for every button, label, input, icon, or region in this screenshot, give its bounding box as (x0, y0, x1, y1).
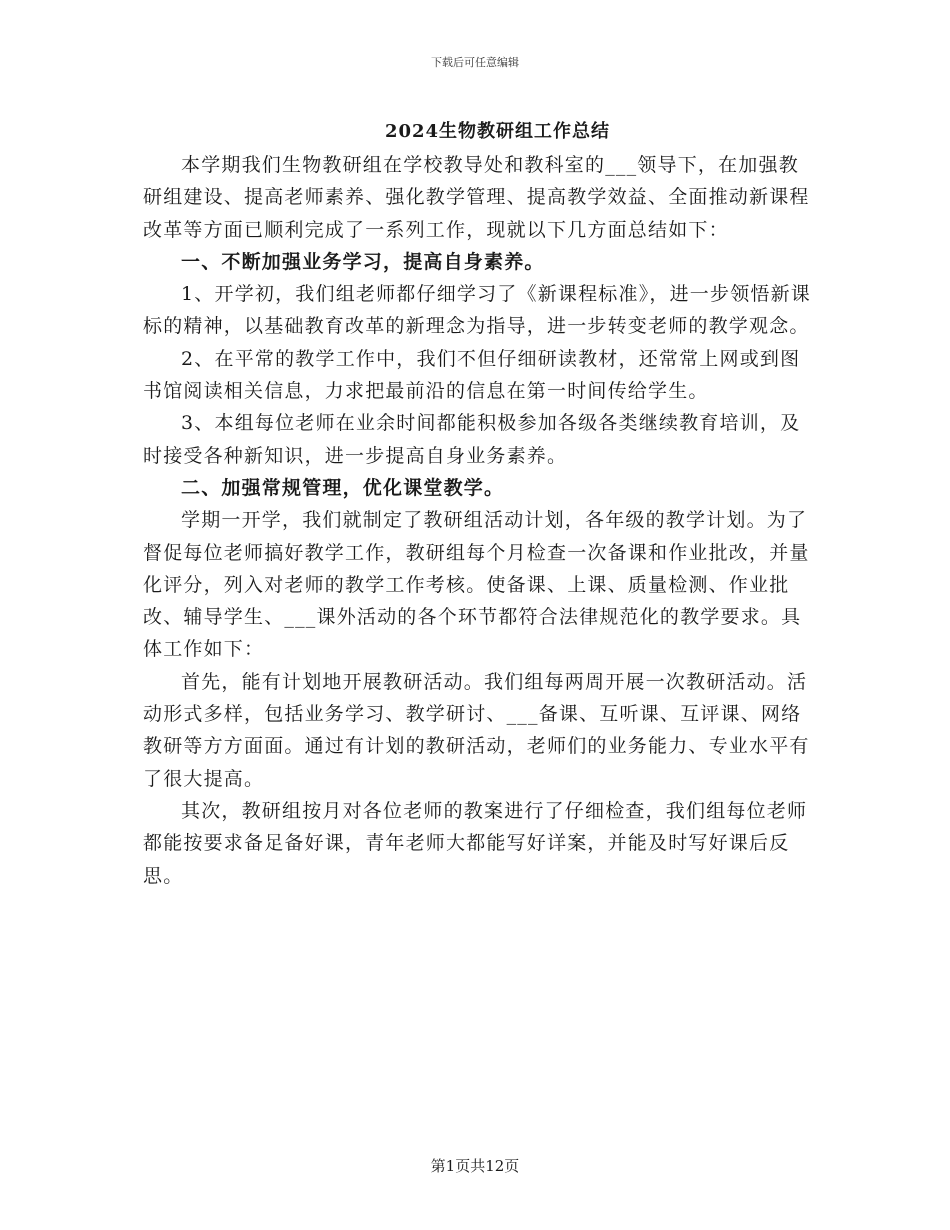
page-number-footer: 第1页共12页 (430, 1157, 520, 1175)
document-title: 2024生物教研组工作总结 (384, 121, 611, 142)
paragraph-1-2: 2、在平常的教学工作中，我们不但仔细研读教材，还常常上网或到图书馆阅读相关信息，力求把最前沿的信息在第一时间传给学生。 (143, 347, 801, 403)
header-note: 下载后可任意编辑 (431, 56, 519, 69)
paragraph-intro: 本学期我们生物教研组在学校教导处和教科室的___领导下，在加强教研组建设、提高老师素养、强化教学管理、提高教学效益、全面推动新课程改革等方面已顺利完成了一系列工作，现就以下几方面总结如下： (143, 154, 810, 241)
paragraph-2-1: 学期一开学，我们就制定了教研组活动计划，各年级的教学计划。为了督促每位老师搞好教学工作，教研组每个月检查一次备课和作业批改，并量化评分，列入对老师的教学工作考核。使备课、上课、质量检测、作业批改、辅导学生、___课外活动的各个环节都符合法律规范化的教学要求。具体工作如下： (143, 509, 810, 661)
section-heading-2: 二、加强常规管理，优化课堂教学。 (181, 476, 505, 499)
section-heading-1: 一、不断加强业务学习，提高自身素养。 (181, 250, 545, 273)
paragraph-1-3: 3、本组每位老师在业余时间都能积极参加各级各类继续教育培训，及时接受各种新知识，进一步提高自身业务素养。 (143, 412, 801, 467)
paragraph-1-1: 1、开学初，我们组老师都仔细学习了《新课程标准》，进一步领悟新课标的精神，以基础教育改革的新理念为指导，进一步转变老师的教学观念。 (143, 283, 811, 338)
document-body (143, 149, 818, 892)
paragraph-2-3: 其次，教研组按月对各位老师的教案进行了仔细检查，我们组每位老师都能按要求备足备好课，青年老师大都能写好详案，并能及时写好课后反思。 (143, 799, 808, 887)
paragraph-2-2: 首先，能有计划地开展教研活动。我们组每两周开展一次教研活动。活动形式多样，包括业务学习、教学研讨、___备课、互听课、互评课、网络教研等方方面面。通过有计划的教研活动，老师们的业务能力、专业水平有了很大提高。 (143, 670, 810, 790)
